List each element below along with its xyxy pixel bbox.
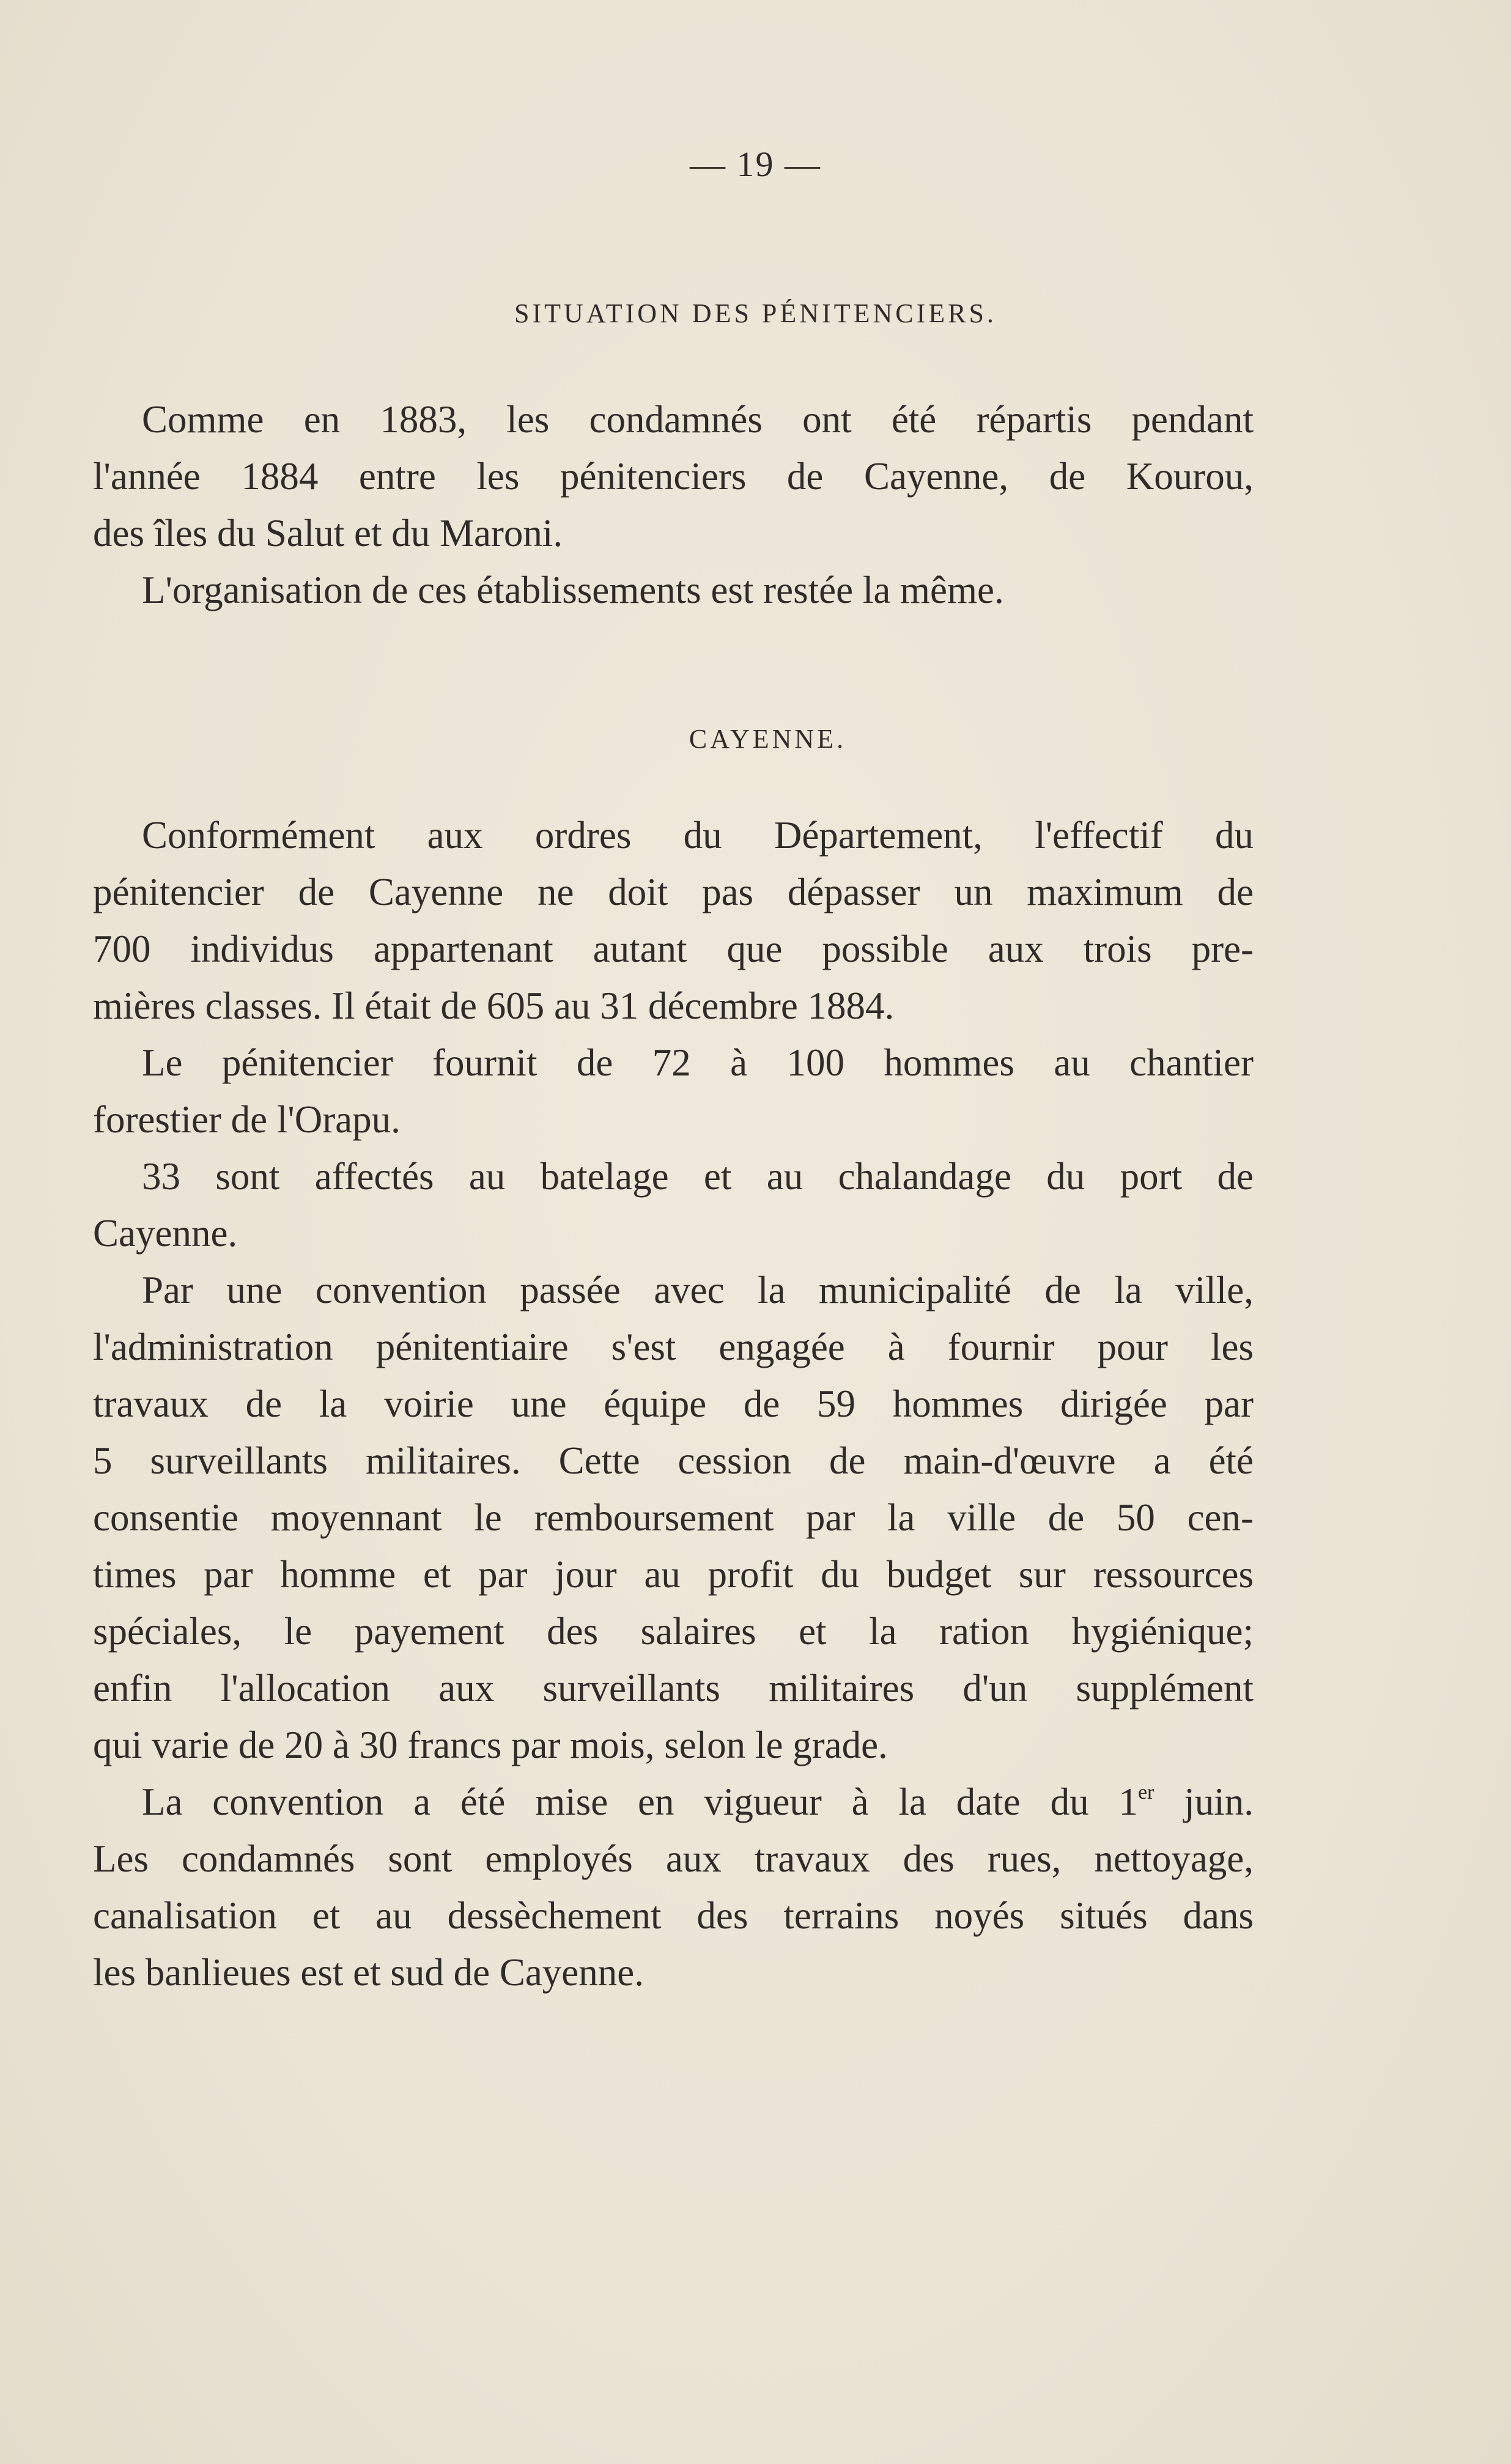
text-line: Le pénitencier fournit de 72 à 100 hommes au chantier [142,1041,1254,1084]
cayenne-text [93,807,1254,2001]
text-line: consentie moyennant le remboursement par la ville de 50 cen- [93,1496,1254,1539]
superscript: er [1137,1781,1154,1804]
text-line: les banlieues est et sud de Cayenne. [93,1951,644,1994]
text-line: 33 sont affectés au batelage et au chalandage du port de [142,1155,1254,1198]
text-line: travaux de la voirie une équipe de 59 hommes dirigée par [93,1382,1254,1425]
paragraph-convention [93,1262,1254,1774]
paragraph-batelage [93,1148,1254,1262]
page-number: — 19 — [690,144,821,184]
paragraph-orapu [93,1035,1254,1148]
text-line: Par une convention passée avec la municipalité de la ville, [142,1269,1254,1311]
text-line [93,1774,1254,1831]
text-fragment: La convention a été mise en vigueur à la date du 1 [142,1780,1138,1823]
text-line: 5 surveillants militaires. Cette cession de main-d'œuvre a été [93,1439,1254,1482]
text-line: mières classes. Il était de 605 au 31 décembre 1884. [93,984,895,1027]
text-line: l'administration pénitentiaire s'est engagée à fournir pour les [93,1326,1254,1368]
subsection-title: CAYENNE. [689,724,847,754]
paragraph-effectif [93,807,1254,1035]
text-line: canalisation et au dessèchement des terrains noyés situés dans [93,1894,1254,1937]
text-line: Comme en 1883, les condamnés ont été répartis pendant [142,398,1254,441]
paragraph-mise-en-vigueur [93,1774,1254,2001]
text-line: Conformément aux ordres du Département, l'effectif du [142,814,1254,857]
text-line: l'année 1884 entre les pénitenciers de Cayenne, de Kourou, [93,455,1254,498]
text-line: pénitencier de Cayenne ne doit pas dépasser un maximum de [93,871,1254,913]
text-line: qui varie de 20 à 30 francs par mois, selon le grade. [93,1724,888,1766]
text-line: 700 individus appartenant autant que possible aux trois pre- [93,928,1254,970]
text-line: Les condamnés sont employés aux travaux des rues, nettoyage, [93,1837,1254,1880]
text-line: times par homme et par jour au profit du budget sur ressources [93,1553,1254,1596]
text-line: spéciales, le payement des salaires et la ration hygiénique; [93,1610,1254,1653]
text-line: L'organisation de ces établissements est restée la même. [142,569,1004,611]
section-title: SITUATION DES PÉNITENCIERS. [514,298,997,328]
text-line: Cayenne. [93,1212,238,1255]
text-line: des îles du Salut et du Maroni. [93,512,563,555]
text-fragment: juin. [1154,1780,1254,1823]
intro-paragraph [93,391,1254,619]
text-line: enfin l'allocation aux surveillants militaires d'un supplément [93,1667,1254,1710]
text-line: forestier de l'Orapu. [93,1098,401,1141]
